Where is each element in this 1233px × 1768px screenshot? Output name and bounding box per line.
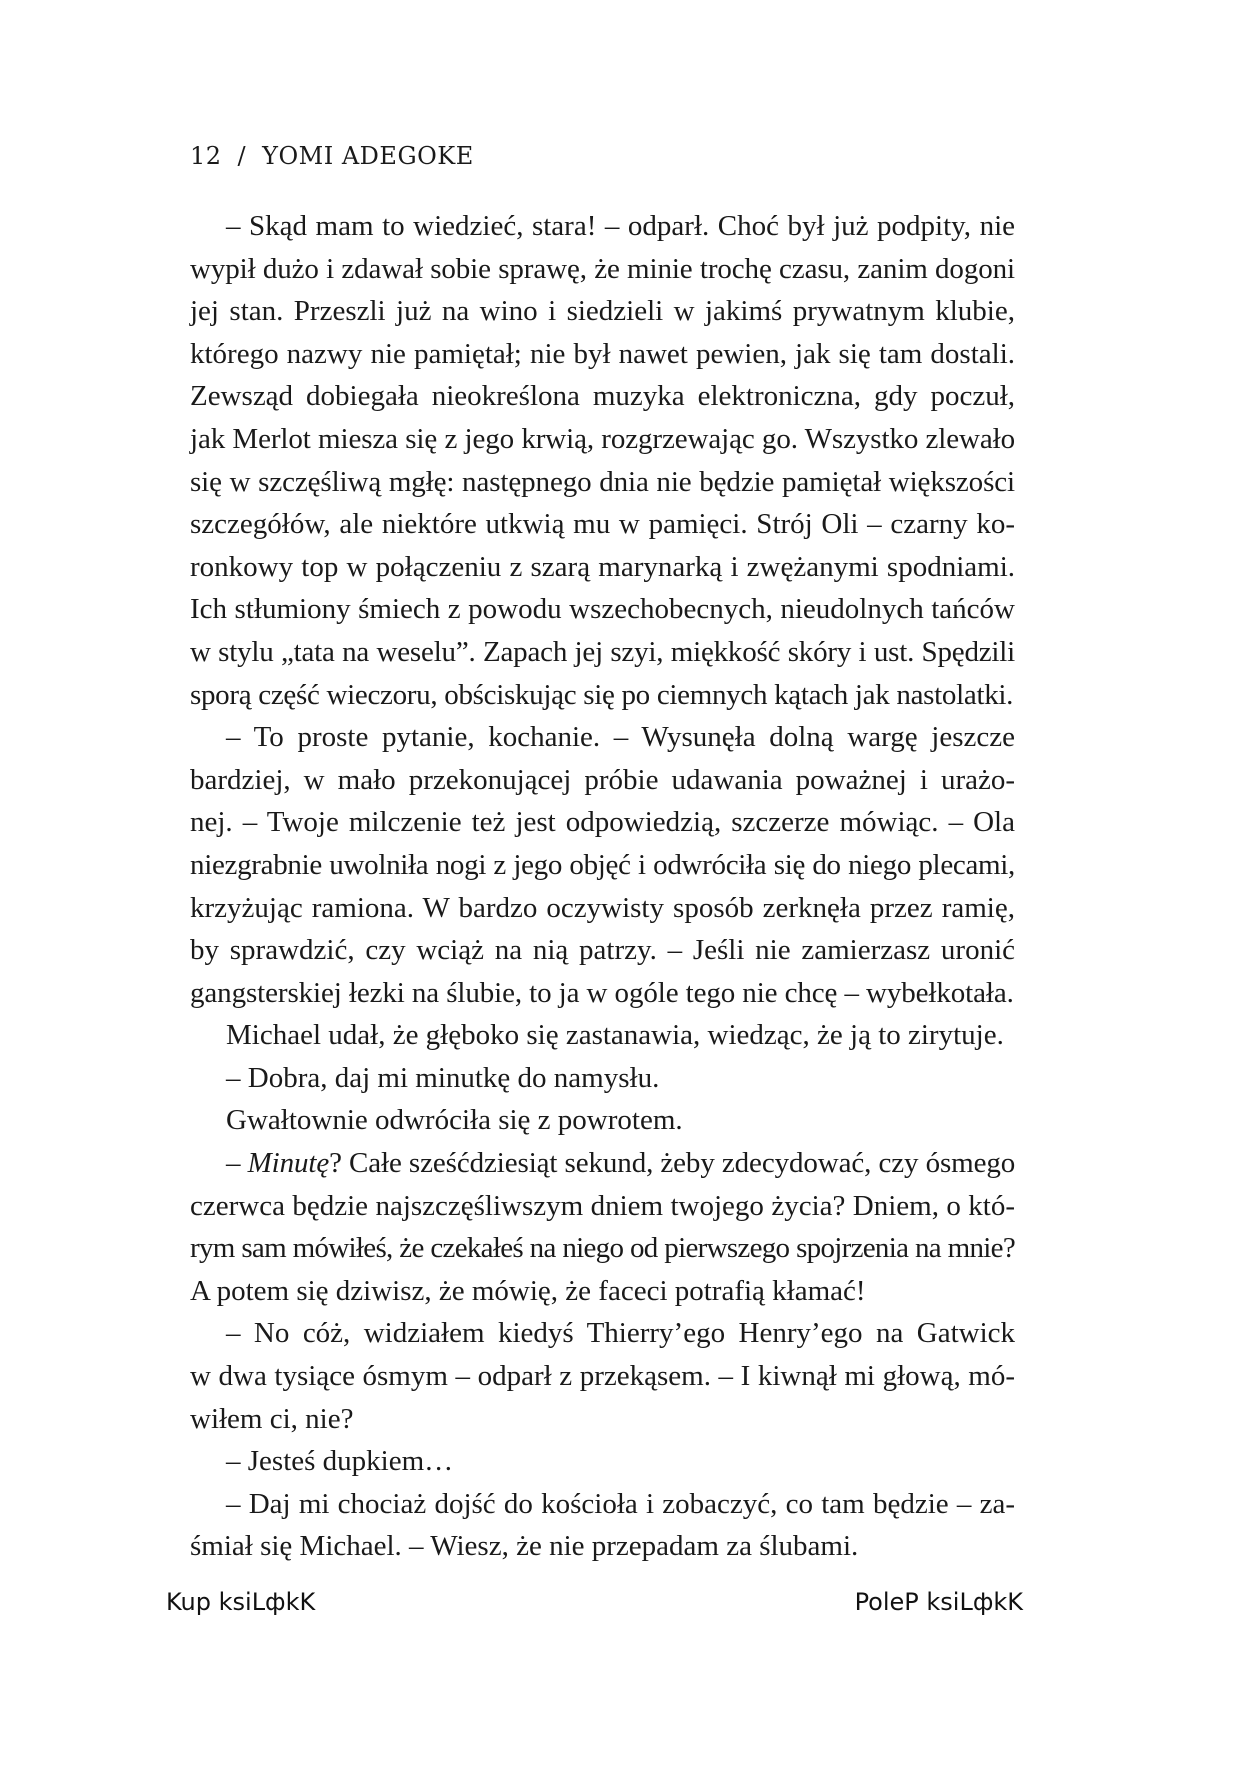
- text-line: Michael udał, że głęboko się zastanawia, wiedząc, że ją to zirytuje.: [226, 1019, 1004, 1052]
- page-number: 12: [190, 142, 222, 170]
- text-line: szczegółów, ale niektóre utkwią mu w pamięci. Strój Oli – czarny ko-: [190, 508, 1015, 541]
- text-line: gangsterskiej łezki na ślubie, to ja w ogóle tego nie chcę – wybełkotała.: [190, 976, 1014, 1009]
- text-line: jej stan. Przeszli już na wino i siedzieli w jakimś prywatnym klubie,: [190, 295, 1015, 328]
- text-line: śmiał się Michael. – Wiesz, że nie przepadam za ślubami.: [190, 1530, 859, 1563]
- text-line: się w szczęśliwą mgłę: następnego dnia nie będzie pamiętał większości: [190, 465, 1015, 498]
- text-line: jak Merlot miesza się z jego krwią, rozgrzewając go. Wszystko zlewało: [190, 422, 1015, 455]
- dash: –: [226, 1147, 248, 1180]
- text-line: – No cóż, widziałem kiedyś Thierry’ego Henry’ego na Gatwick: [226, 1317, 1015, 1350]
- text-line: Ich stłumiony śmiech z powodu wszechobecnych, nieudolnych tańców: [190, 593, 1015, 626]
- footer-buy-link[interactable]: Kup ksiLфkK: [166, 1588, 316, 1616]
- text-line: rym sam mówiłeś, że czekałeś na niego od pierwszego spojrzenia na mnie?: [190, 1232, 1015, 1265]
- text-line: – To proste pytanie, kochanie. – Wysunęła dolną wargę jeszcze: [226, 721, 1015, 754]
- text-line: A potem się dziwisz, że mówię, że faceci potrafią kłamać!: [190, 1274, 866, 1307]
- text-line: wiłem ci, nie?: [190, 1402, 354, 1435]
- text-line: sporą część wieczoru, obściskując się po ciemnych kątach jak nastolatki.: [190, 678, 1014, 711]
- text-fragment: ? Całe sześćdziesiąt sekund, żeby zdecydować, czy ósmego: [329, 1147, 1016, 1180]
- text-line: – Daj mi chociaż dojść do kościoła i zobaczyć, co tam będzie – za-: [226, 1487, 1015, 1520]
- body-text: [190, 205, 1015, 1568]
- text-line: – Skąd mam to wiedzieć, stara! – odparł. Choć był już podpity, nie: [226, 210, 1015, 242]
- text-line: [190, 1142, 1015, 1185]
- text-line: którego nazwy nie pamiętał; nie był nawet pewien, jak się tam dostali.: [190, 337, 1015, 370]
- text-line: – Dobra, daj mi minutkę do namysłu.: [226, 1061, 660, 1094]
- text-line: – Jesteś dupkiem…: [226, 1445, 454, 1478]
- italic-word: Minutę: [247, 1147, 330, 1180]
- text-line: czerwca będzie najszczęśliwszym dniem twojego życia? Dniem, o któ-: [190, 1189, 1015, 1222]
- header-separator: /: [237, 142, 247, 170]
- text-line: niezgrabnie uwolniła nogi z jego objęć i odwróciła się do niego plecami,: [190, 848, 1015, 881]
- text-line: by sprawdzić, czy wciąż na nią patrzy. – Jeśli nie zamierzasz uronić: [190, 934, 1015, 967]
- text-line: krzyżując ramiona. W bardzo oczywisty sposób zerknęła przez ramię,: [190, 891, 1015, 924]
- footer-recommend-link[interactable]: PoleP ksiLфkK: [854, 1588, 1023, 1616]
- text-line: bardziej, w mało przekonującej próbie udawania poważnej i urażo-: [190, 763, 1015, 796]
- author-name: YOMI ADEGOKE: [262, 142, 474, 170]
- text-line: nej. – Twoje milczenie też jest odpowiedzią, szczerze mówiąc. – Ola: [190, 806, 1015, 839]
- text-line: w stylu „tata na weselu”. Zapach jej szyi, miękkość skóry i ust. Spędzili: [190, 635, 1015, 668]
- text-line: Zewsząd dobiegała nieokreślona muzyka elektroniczna, gdy poczuł,: [190, 380, 1015, 413]
- running-header: [190, 142, 474, 170]
- text-line: w dwa tysiące ósmym – odparł z przekąsem. – I kiwnął mi głową, mó-: [190, 1360, 1015, 1393]
- text-line: wypił dużo i zdawał sobie sprawę, że minie trochę czasu, zanim dogoni: [190, 252, 1015, 285]
- text-line: Gwałtownie odwróciła się z powrotem.: [226, 1104, 683, 1137]
- text-line: ronkowy top w połączeniu z szarą marynarką i zwężanymi spodniami.: [190, 550, 1015, 583]
